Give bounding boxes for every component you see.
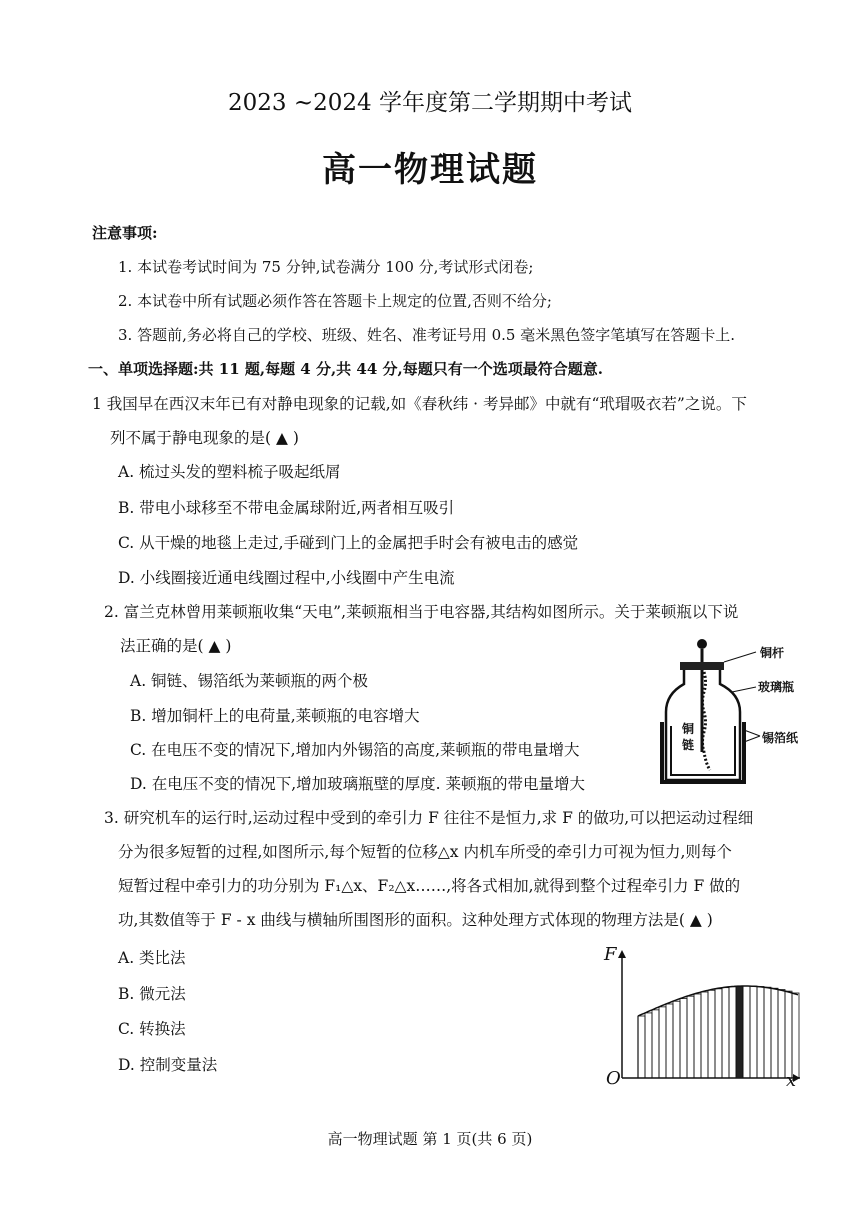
- page-footer: 高一物理试题 第 1 页(共 6 页): [327, 1130, 533, 1148]
- area-strip: [701, 992, 708, 1078]
- bottle-leader: [732, 687, 756, 692]
- option-d: D. 控制变量法: [118, 1056, 218, 1074]
- highlighted-strip: [736, 986, 743, 1078]
- area-strip: [645, 1013, 652, 1078]
- area-strips: [638, 986, 799, 1078]
- area-strip: [792, 993, 799, 1078]
- question-stem: 法正确的是( ▲ ): [120, 637, 232, 655]
- label-copper-rod: 铜杆: [760, 646, 785, 660]
- subject-title: 高一物理试题: [322, 150, 538, 190]
- option-b: B. 带电小球移至不带电金属球附近,两者相互吸引: [118, 499, 455, 517]
- label-tin-foil: 锡箔纸: [762, 731, 799, 745]
- x-axis-label: x: [786, 1070, 797, 1091]
- area-strip: [659, 1007, 666, 1078]
- area-strip: [715, 989, 722, 1078]
- area-strip: [743, 986, 750, 1078]
- question-stem: 2. 富兰克林曾用莱顿瓶收集“天电”,莱顿瓶相当于电容器,其结构如图所示。关于莱顿瓶以下说: [104, 603, 739, 621]
- area-strip: [750, 986, 757, 1078]
- option-d: D. 在电压不变的情况下,增加玻璃瓶壁的厚度. 莱顿瓶的带电量增大: [130, 775, 586, 793]
- option-c: C. 转换法: [118, 1020, 186, 1038]
- origin-label: O: [606, 1068, 621, 1089]
- label-chain-2: 链: [682, 738, 695, 752]
- question-stem: 1 我国早在西汉末年已有对静电现象的记载,如《春秋纬 · 考异邮》中就有“玳瑁吸衣若”之说。下: [92, 395, 747, 413]
- option-b: B. 增加铜杆上的电荷量,莱顿瓶的电容增大: [130, 707, 420, 725]
- y-axis-arrow: [618, 950, 626, 958]
- section-heading: 一、单项选择题:共 11 题,每题 4 分,共 44 分,每题只有一个选项最符合题意.: [88, 360, 603, 378]
- foil-leader-1: [744, 730, 760, 736]
- area-strip: [708, 990, 715, 1078]
- area-strip: [757, 986, 764, 1078]
- area-strip: [722, 988, 729, 1078]
- notice-heading: 注意事项:: [92, 224, 158, 242]
- option-d: D. 小线圈接近通电线圈过程中,小线圈中产生电流: [118, 569, 455, 587]
- area-strip: [638, 1016, 645, 1078]
- option-c: C. 在电压不变的情况下,增加内外锡箔的高度,莱顿瓶的带电量增大: [130, 741, 580, 759]
- notice-item: 2. 本试卷中所有试题必须作答在答题卡上规定的位置,否则不给分;: [118, 292, 552, 310]
- option-a: A. 梳过头发的塑料梳子吸起纸屑: [118, 463, 341, 481]
- area-strip: [771, 988, 778, 1078]
- question-stem: 列不属于静电现象的是( ▲ ): [110, 429, 299, 447]
- notice-item: 3. 答题前,务必将自己的学校、班级、姓名、准考证号用 0.5 毫米黑色签字笔填写在答题卡上.: [118, 326, 736, 344]
- area-strip: [666, 1004, 673, 1078]
- notice-item: 1. 本试卷考试时间为 75 分钟,试卷满分 100 分,考试形式闭卷;: [118, 258, 534, 276]
- label-chain-1: 铜: [682, 722, 695, 736]
- area-strip: [778, 990, 785, 1078]
- question-stem: 分为很多短暂的过程,如图所示,每个短暂的位移△x 内机车所受的牵引力可视为恒力,则每个: [118, 843, 732, 861]
- option-c: C. 从干燥的地毯上走过,手碰到门上的金属把手时会有被电击的感觉: [118, 534, 579, 552]
- option-a: A. 铜链、锡箔纸为莱顿瓶的两个极: [130, 672, 369, 690]
- area-strip: [652, 1010, 659, 1078]
- force-curve: [638, 986, 798, 1016]
- area-strip: [687, 996, 694, 1078]
- rod-knob: [697, 639, 707, 649]
- question-stem: 功,其数值等于 F - x 曲线与横轴所围图形的面积。这种处理方式体现的物理方法是( ▲ ): [118, 911, 713, 929]
- area-strip: [785, 991, 792, 1078]
- y-axis-label: F: [604, 944, 617, 965]
- foil-leader-2: [744, 736, 760, 742]
- area-strip: [680, 999, 687, 1078]
- force-displacement-figure: [600, 944, 810, 1094]
- rod-leader: [724, 652, 756, 662]
- area-strip: [694, 994, 701, 1078]
- exam-title: 2023 ~2024 学年度第二学期期中考试: [228, 90, 632, 116]
- fx-graph: [600, 944, 810, 1094]
- area-strip: [673, 1001, 680, 1078]
- area-strip: [764, 987, 771, 1078]
- question-stem: 短暂过程中牵引力的功分别为 F₁△x、F₂△x……,将各式相加,就得到整个过程牵引力 F 做的: [118, 877, 741, 895]
- leyden-jar-diagram: [660, 632, 810, 784]
- leyden-jar-figure: [660, 632, 810, 784]
- option-a: A. 类比法: [118, 949, 186, 967]
- question-stem: 3. 研究机车的运行时,运动过程中受到的牵引力 F 往往不是恒力,求 F 的做功,可以把运动过程细: [104, 809, 754, 827]
- option-b: B. 微元法: [118, 985, 186, 1003]
- copper-chain: [703, 672, 711, 770]
- label-glass-bottle: 玻璃瓶: [758, 680, 795, 694]
- stopper: [680, 662, 724, 670]
- area-strip: [729, 987, 736, 1078]
